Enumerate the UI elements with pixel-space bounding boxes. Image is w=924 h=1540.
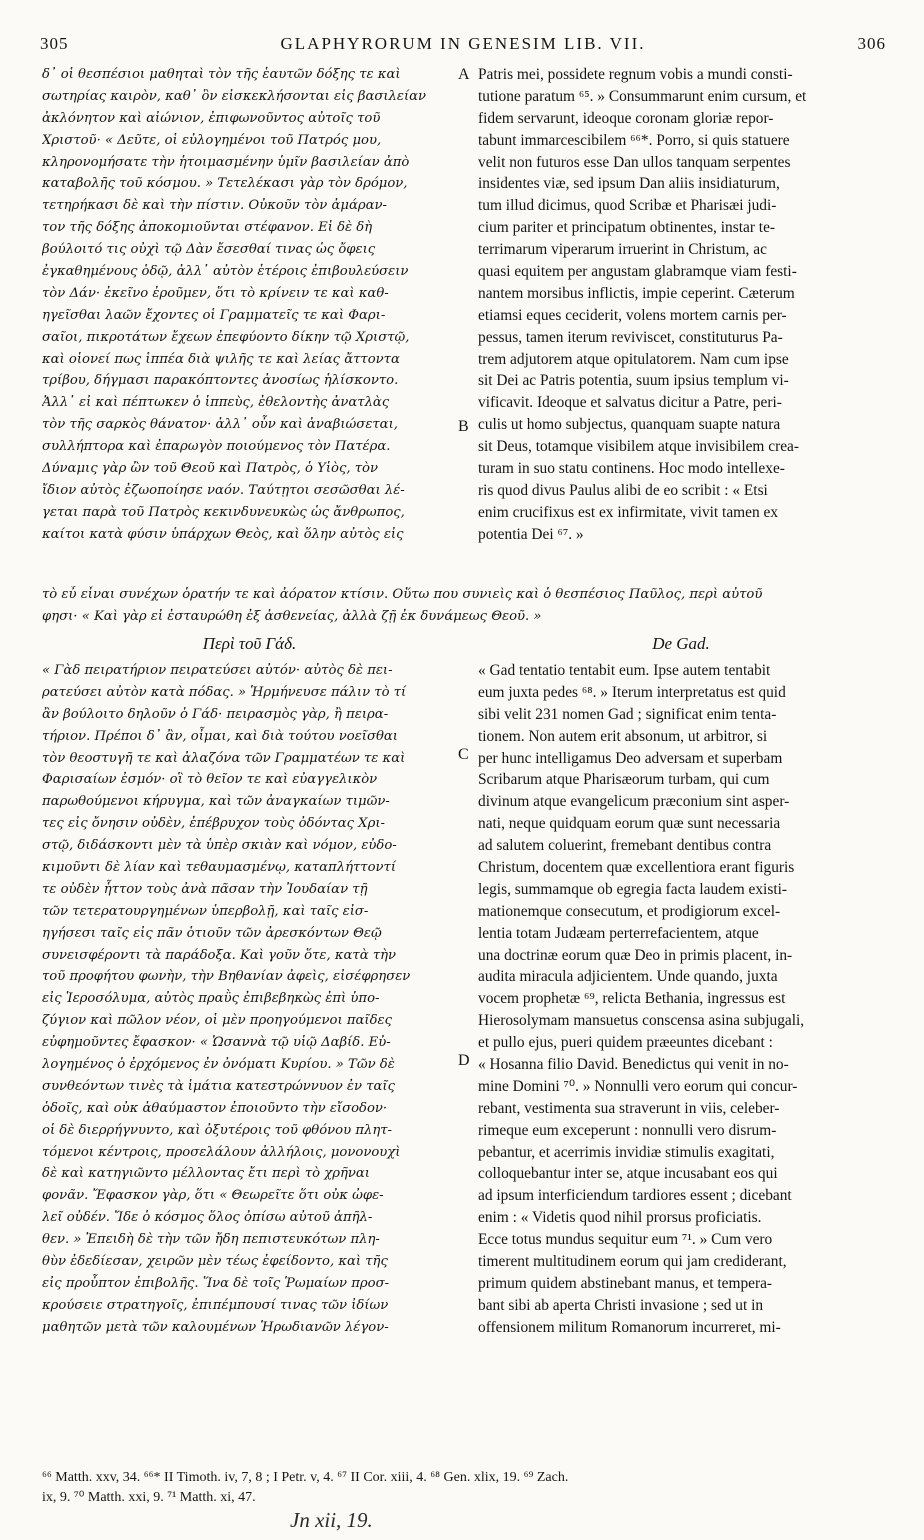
greek-text-line: καταβολῆς τοῦ κόσμου. » Τετελέκασι γὰρ τὸν δρόμον, <box>42 176 408 192</box>
greek-text-line: ἂν βούλοιτο δηλοῦν ὁ Γάδ· πειρασμὸς γὰρ, ἢ πειρα- <box>42 706 389 722</box>
latin-text-line: velit non futuros esse Dan ullos tanquam serpentes <box>478 153 791 171</box>
greek-text-line: τετηρήκασι δὲ καὶ τὴν πίστιν. Οὐκοῦν τὸν ἀμάραν- <box>42 198 387 214</box>
greek-text-line: ἐγκαθημένους ὁδῷ, ἀλλ᾽ αὐτὸν ἑτέροις ἐπιβουλεύσειν <box>42 264 409 280</box>
greek-column-top <box>42 64 457 546</box>
footnote-line-1: ⁶⁶ Matth. xxv, 34. ⁶⁶* II Timoth. iv, 7, 8 ; I Petr. v, 4. ⁶⁷ II Cor. xiii, 4. ⁶⁸ Gen. xlix, 19. ⁶⁹ Zach. <box>42 1470 569 1485</box>
running-header <box>40 34 886 62</box>
latin-text-line: et pullo ejus, pueri quidem præeuntes dicebant : <box>478 1034 773 1052</box>
latin-text-line: divinum atque evangelicum præconium sint asper- <box>478 793 790 811</box>
greek-text-line: σωτηρίας καιρὸν, καθ᾽ ὃν εἰσκεκλήσονται εἰς βασιλείαν <box>42 88 427 104</box>
greek-text-line: οἱ δὲ διερρήγνυντο, καὶ ὀξυτέροις τοῦ φθόνου πλητ- <box>42 1122 393 1138</box>
latin-text-line: fidem servarunt, ideoque coronam gloriæ repor- <box>478 109 774 127</box>
greek-text-line: τὸν Δάν· ἐκεῖνο ἐροῦμεν, ὅτι τὸ κρίνειν τε καὶ καθ- <box>42 285 389 301</box>
greek-text-line: ηγήσεσι ταῖς εἰς πᾶν ὁτιοῦν τῶν ἀρεσκόντων Θεῷ <box>42 925 382 941</box>
spanning-line-1 <box>42 586 884 603</box>
greek-text-line: ηγεῖσθαι λαῶν ἔχοντες οἱ Γραμματεῖς τε καὶ Φαρι- <box>42 307 386 323</box>
latin-text-line: nati, neque quidquam eorum quæ sunt necessaria <box>478 815 781 833</box>
latin-text-line: Ecce totus mundus sequitur eum ⁷¹. » Cum vero <box>478 1231 773 1249</box>
latin-text-line: offensionem militum Romanorum incurreret, mi- <box>478 1318 781 1336</box>
greek-text-line: τῶν τετερατουργημένων ὑπερβολῇ, καὶ ταῖς εἰσ- <box>42 903 369 919</box>
greek-text-line: τήριον. Πρέποι δ᾽ ἂν, οἶμαι, καὶ διὰ τούτου νοεῖσθαι <box>42 728 398 744</box>
greek-text-line: τόμενοι κέντροις, προσελάλουν ἀλλήλοις, μονονουχὶ <box>42 1144 401 1160</box>
greek-text-line: Ἀλλ᾽ εἰ καὶ πέπτωκεν ὁ ἱππεὺς, ἐθελοντὴς ἀνατλὰς <box>42 395 390 411</box>
latin-text-line: rebant, vestimenta sua straverunt in viis, celeber- <box>478 1099 780 1117</box>
latin-text-line: Patris mei, possidete regnum vobis a mundi consti- <box>478 66 793 83</box>
greek-text-line: ἀκλόνητον καὶ αἰώνιον, ἐπιφωνοῦντος αὐτοῖς τοῦ <box>42 110 381 126</box>
latin-text-line: terrimarum viperarum irruerint in Christum, ac <box>478 241 767 259</box>
margin-marker-c: C <box>458 746 469 763</box>
page-number-right: 306 <box>857 34 886 53</box>
greek-text-line: συνεισφέροντι τὰ παράδοξα. Καὶ γοῦν ὅτε, κατὰ τὴν <box>42 947 397 963</box>
greek-text-line: στῷ, διδάσκοντι μὲν τὰ ὑπὲρ σκιὰν καὶ νόμον, εὐδο- <box>42 838 397 854</box>
latin-column-top <box>478 64 884 546</box>
page-number-left: 305 <box>40 34 69 53</box>
latin-text-line: « Hosanna filio David. Benedictus qui venit in no- <box>478 1056 789 1074</box>
latin-text-line: sit Dei ac Patris potentia, suum ipsius templum vi- <box>478 372 789 390</box>
latin-text-line: enim crucifixus est ex infirmitate, vivit tamen ex <box>478 503 779 521</box>
latin-column-bottom <box>478 660 884 1339</box>
greek-text-line: θεν. » Ἐπειδὴ δὲ τὴν τῶν ἤδη πεπιστευκότων πλη- <box>42 1232 380 1248</box>
latin-text-line: ad salutem coluerint, fremebant dentibus contra <box>478 837 772 855</box>
latin-text-line: tionem. Non autem erit absonum, ut arbitror, si <box>478 727 768 745</box>
footnote-line-2: ix, 9. ⁷⁰ Matth. xxi, 9. ⁷¹ Matth. xi, 47. <box>42 1490 256 1505</box>
latin-text-line: pebantur, et acerrimis invidiæ stimulis exagitati, <box>478 1143 775 1161</box>
latin-text-line: sibi velit 231 nomen Gad ; significat enim tenta- <box>478 705 777 723</box>
latin-text-line: « Gad tentatio tentabit eum. Ipse autem tentabit <box>478 662 771 679</box>
greek-text-line: τὸν θεοστυγῆ τε καὶ ἀλαζόνα τῶν Γραμματέων τε καὶ <box>42 750 406 766</box>
greek-text-line: τοῦ προφήτου φωνὴν, τὴν Βηθανίαν ἀφεὶς, εἰσέφρησεν <box>42 969 411 985</box>
greek-text-line: φονᾶν. Ἔφασκον γὰρ, ὅτι « Θεωρεῖτε ὅτι οὐκ ὠφε- <box>42 1188 384 1204</box>
greek-text-line: κληρονομήσατε τὴν ἡτοιμασμένην ὑμῖν βασιλείαν ἀπὸ <box>42 154 410 170</box>
margin-marker-a: A <box>458 66 470 83</box>
latin-text-line: tum illud dicimus, quod Scribæ et Pharisæi judi- <box>478 197 777 215</box>
latin-text-line: lentia totam Judæam perterrefacientem, atque <box>478 924 759 942</box>
spanning-text-1: τὸ εὖ εἶναι συνέχων ὁρατήν τε καὶ ἀόρατον κτίσιν. Οὕτω που συνιεὶς καὶ ὁ θεσπέσιος Παῦλος, περὶ αὐτοῦ <box>42 587 763 602</box>
latin-text-line: rimeque eum exceperunt : nonnulli vero disrum- <box>478 1121 777 1139</box>
greek-text-line: τες εἰς ὄνησιν οὐδὲν, ἐπέβρυχον τοὺς ὀδόντας Χρι- <box>42 816 385 832</box>
latin-text-line: enim : « Videtis quod nihil prorsus proficiatis. <box>478 1209 762 1227</box>
greek-text-line: σαῖοι, πικροτάτων ἔχεων ἐπεφύοντο δίκην τῷ Χριστῷ, <box>42 329 410 345</box>
greek-text-line: ὁδοῖς, καὶ οὐκ ἀθαύμαστον ἐποιοῦντο τὴν εἴσοδον· <box>42 1100 388 1116</box>
latin-text-line: insidentes viæ, sed ipsum Dan aliis insidiaturum, <box>478 175 780 193</box>
latin-text-line: vificavit. Ideoque et salvatus dicitur a Patre, peri- <box>478 394 782 412</box>
latin-text-line: audita miracula adjicientem. Unde quando, juxta <box>478 968 778 986</box>
latin-text-line: turam in suo statu continens. Hoc modo intellexe- <box>478 460 785 478</box>
greek-text-line: τὸν τῆς σαρκὸς θάνατον· ἀλλ᾽ οὖν καὶ ἀναβιώσεται, <box>42 417 398 433</box>
latin-text-line: Hierosolymam mansuetus conscensa asina subjugali, <box>478 1012 805 1030</box>
footnotes <box>42 1468 892 1508</box>
greek-text-line: τε οὐδὲν ἧττον τοὺς ἀνὰ πᾶσαν τὴν Ἰουδαίαν τῇ <box>42 881 368 897</box>
greek-text-line: Φαρισαίων ἐσμόν· οἳ τὸ θεῖον τε καὶ εὐαγγελικὸν <box>42 772 378 788</box>
latin-text-line: pessus, tamen iterum reviviscet, constituturus Pa- <box>478 328 783 346</box>
greek-text-line: τον τῆς δόξης ἀποκομιοῦνται στέφανον. Εἰ δὲ δὴ <box>42 220 373 236</box>
latin-text-line: cium pariter et principatum obtinentes, instar te- <box>478 219 776 237</box>
greek-text-line: τρίβου, δήγμασι παρακόπτοντες ἀνοσίως ἡλίσκοντο. <box>42 373 399 389</box>
greek-text-line: « Γὰδ πειρατήριον πειρατεύσει αὐτόν· αὐτὸς δὲ πει- <box>42 663 393 678</box>
greek-text-line: λογημένος ὁ ἐρχόμενος ἐν ὀνόματι Κυρίου. » Τῶν δὲ <box>42 1057 395 1073</box>
greek-text-line: Χριστοῦ· « Δεῦτε, οἱ εὐλογημένοι τοῦ Πατρός μου, <box>42 132 382 148</box>
spanning-text-2: φησι· « Καὶ γὰρ εἰ ἐσταυρώθη ἐξ ἀσθενείας, ἀλλὰ ζῇ ἐκ δυνάμεως Θεοῦ. » <box>42 609 542 624</box>
greek-text-line: ρατεύσει αὐτὸν κατὰ πόδας. » Ἡρμήνευσε πάλιν τὸ τί <box>42 684 407 700</box>
latin-text-line: Scribarum atque Pharisæorum turbam, qui cum <box>478 771 770 789</box>
section-title-latin: De Gad. <box>652 634 710 653</box>
latin-text-line: vocem prophetæ ⁶⁹, relicta Bethania, ingressus est <box>478 990 786 1008</box>
latin-text-line: ad ipsum interficiendum tardiores essent ; dicebant <box>478 1187 792 1205</box>
greek-text-line: καὶ οἱονεί πως ἱππέα διὰ ψιλῆς τε καὶ λείας ἄττοντα <box>42 351 400 367</box>
latin-text-line: eum juxta pedes ⁶⁸. » Iterum interpretatus est quid <box>478 683 786 701</box>
margin-marker-b: B <box>458 418 469 435</box>
running-title: GLAPHYRORUM IN GENESIM LIB. VII. <box>280 34 646 53</box>
latin-text-line: primum quidem abstinebant manus, et tempera- <box>478 1274 773 1292</box>
latin-text-line: nantem morsibus inflictis, impie ceperint. Cæterum <box>478 284 795 302</box>
section-title-greek: Περὶ τοῦ Γάδ. <box>202 634 297 653</box>
latin-text-line: etiamsi eques ceciderit, volens mortem carnis per- <box>478 306 787 324</box>
latin-text-line: tutione paratum ⁶⁵. » Consummarunt enim cursum, et <box>478 87 807 105</box>
latin-text-line: timerent multitudinem eorum qui jam crediderant, <box>478 1253 787 1271</box>
latin-text-line: Christum, docentem quæ excellentiora erant figuris <box>478 859 795 877</box>
latin-text-line: per hunc intelligamus Deo adversam et superbam <box>478 749 783 767</box>
latin-text-line: una doctrinæ eorum quæ Deo in primis placent, in- <box>478 946 793 964</box>
greek-text-line: εὐφημοῦντες ἔφασκον· « Ὡσαννὰ τῷ υἱῷ Δαβίδ. Εὐ- <box>42 1035 391 1051</box>
latin-text-line: mine Domini ⁷⁰. » Nonnulli vero eorum qui concur- <box>478 1077 798 1095</box>
latin-text-line: trem adjutorem atque opitulatorem. Nam cum ipse <box>478 350 789 368</box>
greek-text-line: ἴδιον αὐτὸς ἐζωοποίησε ναόν. Ταύτῃτοι σεσῶσθαι λέ- <box>42 482 405 498</box>
latin-text-line: potentia Dei ⁶⁷. » <box>478 525 584 543</box>
greek-text-line: συλλήπτορα καὶ ἐπαρωγὸν ποιούμενος τὸν Πατέρα. <box>42 439 391 455</box>
greek-column-bottom <box>42 660 457 1339</box>
latin-text-line: colloquebantur inter se, atque incusabant eos qui <box>478 1165 778 1183</box>
greek-text-line: παρωθούμενοι κήρυγμα, καὶ τῶν ἀναγκαίων τιμῶν- <box>42 794 390 810</box>
greek-text-line: κιμοῦντι δὲ λίαν καὶ τεθαυμασμένῳ, καταπλήττοντί <box>42 860 396 876</box>
greek-text-line: λεῖ οὐδέν. Ἴδε ὁ κόσμος ὅλος ὀπίσω αὐτοῦ ἀπῆλ- <box>42 1210 373 1226</box>
greek-text-line: Δύναμις γὰρ ὢν τοῦ Θεοῦ καὶ Πατρὸς, ὁ Υἱὸς, τὸν <box>42 461 379 477</box>
greek-text-line: ζύγιον καὶ πῶλον νέον, οἱ μὲν προηγούμενοι παῖδες <box>42 1013 393 1029</box>
greek-text-line: γεται παρὰ τοῦ Πατρὸς κεκινδυνευκὼς ὡς ἄνθρωπος, <box>42 504 405 520</box>
spanning-line-2 <box>42 608 884 625</box>
latin-text-line: mationemque consecutum, et prodigiorum excel- <box>478 902 781 920</box>
latin-text-line: ris quod divus Paulus alibi de eo scribit : « Etsi <box>478 481 768 499</box>
greek-text-line: θὺν ἐδεδίεσαν, χειρῶν μὲν τέως ἐφείδοντο, καὶ τῆς <box>42 1254 388 1270</box>
latin-text-line: bant sibi ab aperta Christi invasione ; sed ut in <box>478 1296 764 1314</box>
latin-text-line: tabunt immarcescibilem ⁶⁶*. Porro, si quis statuere <box>478 131 790 149</box>
greek-text-line: μαθητῶν μετὰ τῶν καλουμένων Ἡρωδιανῶν λέγον- <box>42 1319 389 1335</box>
greek-text-line: κρούσειε στρατηγοῖς, ἐπιπέμπουσί τινας τῶν ἰδίων <box>42 1297 389 1313</box>
latin-text-line: legis, summamque ob egregia facta laudem existi- <box>478 880 787 898</box>
greek-text-line: συνθεόντων τινὲς τὰ ἱμάτια κατεστρώννυον ἐν ταῖς <box>42 1078 395 1094</box>
margin-marker-d: D <box>458 1052 470 1069</box>
latin-text-line: quasi equitem per angustam glabramque viam festi- <box>478 263 797 281</box>
greek-text-line: δὲ καὶ κατηγιῶντο μέλλοντας ἔτι περὶ τὸ χρῆναι <box>42 1166 370 1182</box>
latin-text-line: culis ut homo subjectus, quanquam suapte natura <box>478 416 781 434</box>
handwritten-note: Jn xii, 19. <box>290 1508 373 1532</box>
greek-text-line: εἰς προὖπτον ἐπιβολῆς. Ἵνα δὲ τοῖς Ῥωμαίων προσ- <box>42 1275 390 1291</box>
greek-text-line: καίτοι κατὰ φύσιν ὑπάρχων Θεὸς, καὶ ὅλην αὐτὸς εἰς <box>42 526 404 542</box>
latin-text-line: sit Deus, totamque visibilem atque invisibilem crea- <box>478 438 799 456</box>
greek-text-line: βούλοιτό τις οὐχὶ τῷ Δὰν ἔσεσθαί τινας ὡς ὄφεις <box>42 242 376 258</box>
greek-text-line: δ᾽ οἱ θεσπέσιοι μαθηταὶ τὸν τῆς ἑαυτῶν δόξης τε καὶ <box>42 67 401 82</box>
greek-text-line: εἰς Ἱεροσόλυμα, αὐτὸς πραῢς ἐπιβεβηκὼς ἐπὶ ὑπο- <box>42 991 380 1007</box>
